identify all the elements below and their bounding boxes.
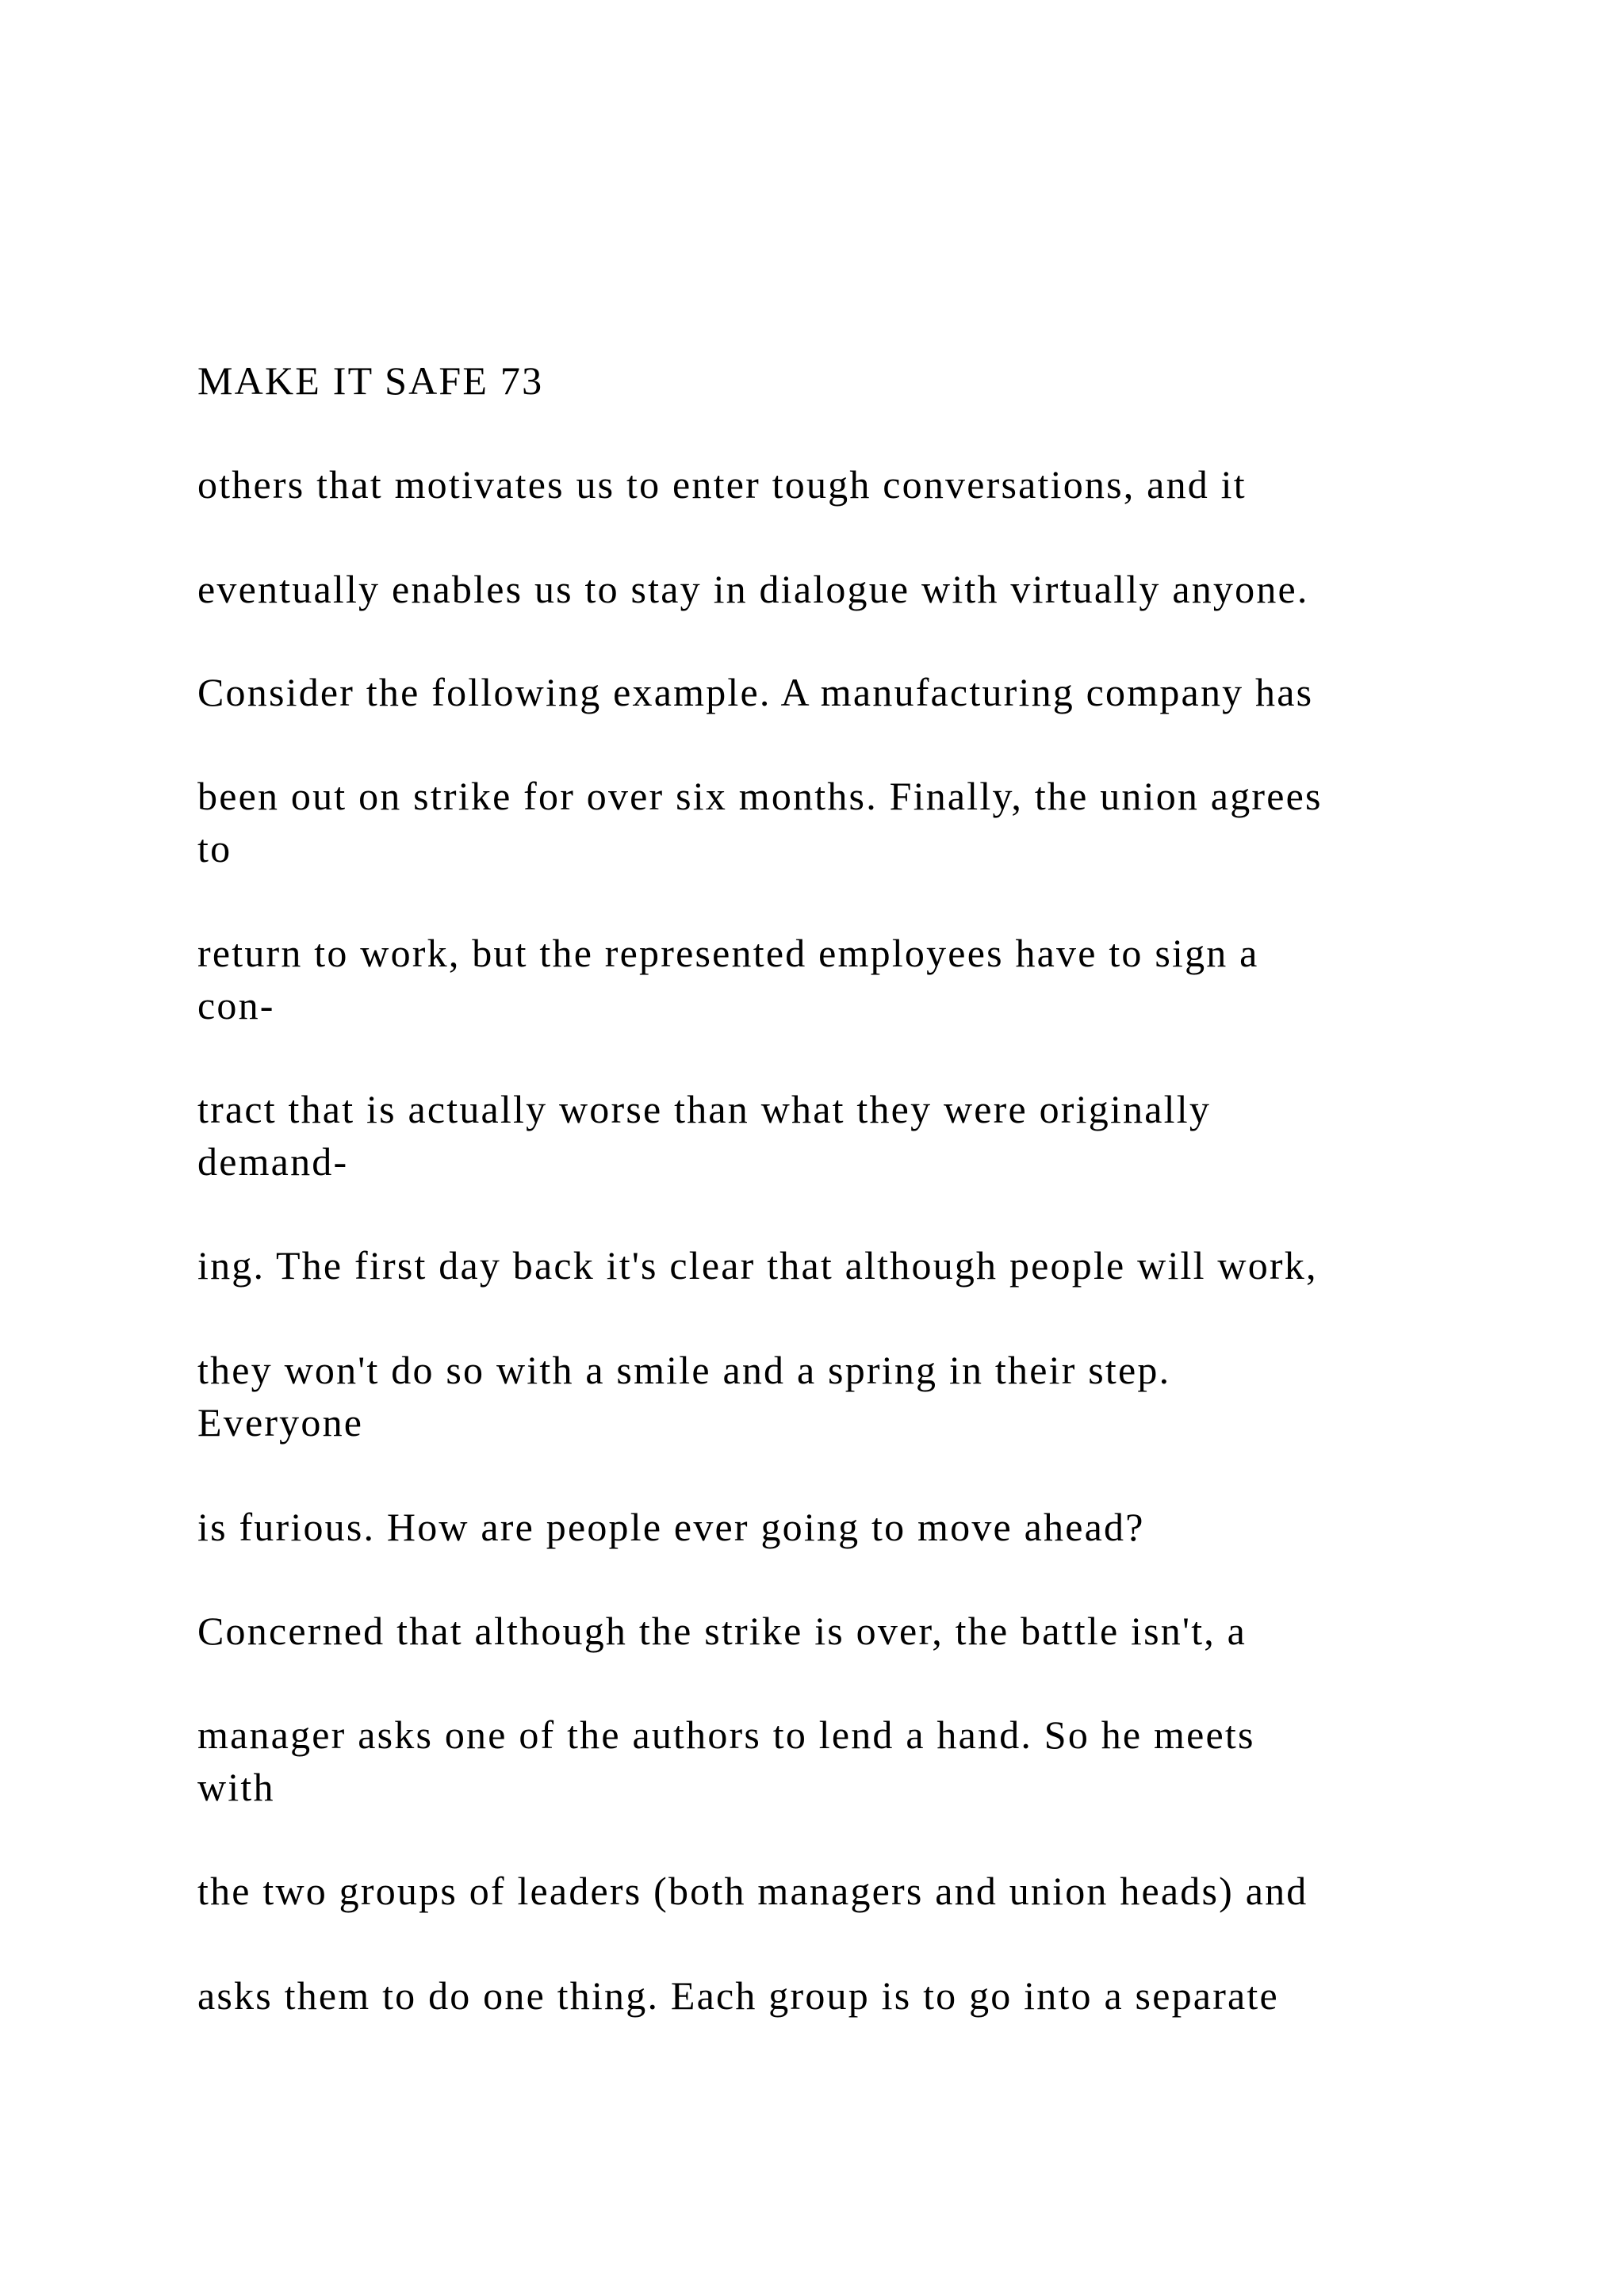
- line-text: asks them to do one thing. Each group is to go into a separate: [197, 1973, 1279, 2018]
- line-text: manager asks one of the authors to lend a hand. So he meets: [197, 1712, 1255, 1757]
- text-line: [197, 1605, 1506, 1657]
- text-line: [197, 770, 1506, 874]
- line-text: others that motivates us to enter tough conversations, and it: [197, 462, 1247, 507]
- line-text: tract that is actually worse than what they were originally: [197, 1087, 1212, 1131]
- text-line: [197, 1344, 1506, 1448]
- line-text: return to work, but the represented employees have to sign a: [197, 931, 1259, 975]
- line-text: is furious. How are people ever going to move ahead?: [197, 1505, 1145, 1549]
- text-line: [197, 1501, 1506, 1553]
- text-line: [197, 1083, 1506, 1188]
- line-continuation: with: [197, 1765, 275, 1809]
- line-text: Concerned that although the strike is over, the battle isn't, a: [197, 1609, 1247, 1653]
- text-line: [197, 1239, 1506, 1292]
- text-line: [197, 1709, 1506, 1813]
- text-line: [197, 666, 1506, 718]
- line-continuation: demand-: [197, 1139, 349, 1184]
- line-text: the two groups of leaders (both managers and union heads) and: [197, 1869, 1308, 1913]
- line-text: Consider the following example. A manufacturing company has: [197, 670, 1314, 714]
- text-line: [197, 927, 1506, 1031]
- text-line: [197, 1969, 1506, 2022]
- line-continuation: con-: [197, 983, 275, 1027]
- text-line: [197, 1865, 1506, 1917]
- text-line: [197, 458, 1506, 511]
- page-header: MAKE IT SAFE 73: [197, 358, 544, 403]
- line-continuation: Everyone: [197, 1400, 364, 1445]
- line-text: eventually enables us to stay in dialogue with virtually anyone.: [197, 567, 1309, 611]
- line-continuation: to: [197, 826, 232, 871]
- line-text: been out on strike for over six months. Finally, the union agrees: [197, 774, 1323, 818]
- line-text: they won't do so with a smile and a spring in their step.: [197, 1348, 1171, 1392]
- line-text: ing. The first day back it's clear that although people will work,: [197, 1243, 1318, 1288]
- text-line: [197, 563, 1506, 615]
